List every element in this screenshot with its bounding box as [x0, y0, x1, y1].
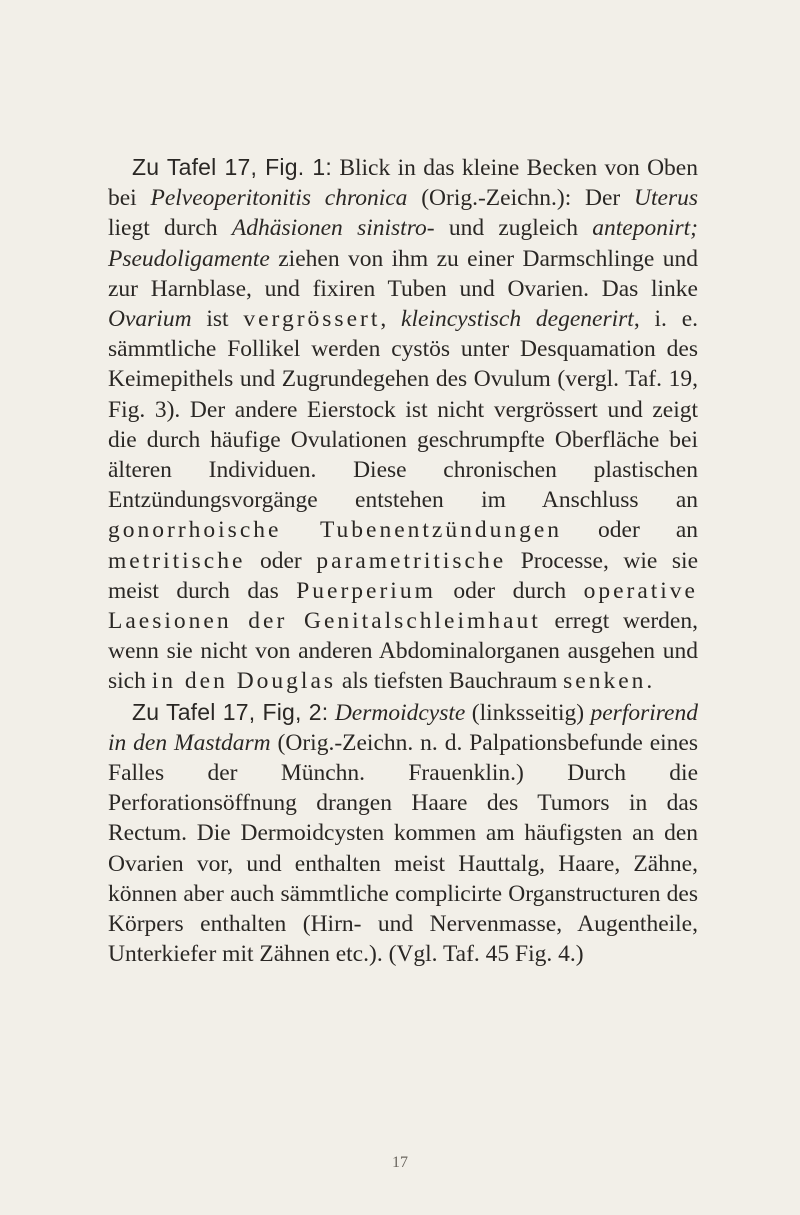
- text-run: Pelveoperitonitis chronica: [150, 185, 408, 212]
- text-run: (Orig.-Zeichn. n. d. Palpationsbefunde eines Falles der Münchn. Frauenklin.) Durch die Perforationsöffnung drangen Haare des Tumors in das Rectum. Die Dermoidcysten kommen am häufigsten an den Ovarien vor, und enthalten meist Hauttalg, Haare, Zähne, können aber auch sämmtliche complicirte Organstructuren des Körpers enthalten (Hirn- und Nervenmasse, Augentheile, Unterkiefer mit Zähnen etc.). (Vgl. Taf. 45 Fig. 4.): [108, 729, 699, 968]
- text-run: senken: [563, 668, 647, 695]
- heading-tafel-17-fig-2: Zu Tafel 17, Fig, 2:: [132, 698, 329, 725]
- text-run: erregt werden, wenn sie nicht von anderen Abdominalorganen ausgehen und sich: [108, 608, 698, 695]
- paragraph-tafel-17-fig-2: [108, 697, 698, 970]
- text-run: Processe, wie sie meist durch das: [108, 547, 698, 604]
- text-run: gonorrhoische Tubenentzündungen: [108, 517, 563, 544]
- text-run: oder an: [562, 517, 698, 544]
- text-run: ziehen von ihm zu einer Darmschlinge und zur Harnblase, und fixiren Tuben und Ovarien. Das linke: [108, 245, 698, 302]
- text-run: parametritische: [316, 547, 507, 574]
- text-run: Adhäsionen sinistro-: [231, 215, 435, 242]
- text-run: kleincystisch degenerirt: [401, 306, 634, 333]
- text-run: ,: [380, 306, 402, 333]
- text-run: und zugleich: [434, 215, 593, 242]
- text-run: oder durch: [435, 577, 584, 604]
- text-run: Puerperium: [296, 577, 436, 604]
- text-run: vergrössert: [243, 306, 381, 333]
- paragraph-2-body: [108, 700, 698, 968]
- text-run: als tiefsten Bauchraum: [336, 668, 564, 695]
- text-run: liegt durch: [108, 215, 232, 242]
- paragraph-1-body: [108, 155, 698, 694]
- text-run: operative Laesionen der Genitalschleimhaut: [108, 577, 698, 635]
- text-run: , i. e. sämmtliche Follikel werden cystös unter Desquamation des Keimepithels und Zugrundegehen des Ovulum (vergl. Taf. 19, Fig. 3). Der andere Eierstock ist nicht vergrössert und zeigt die durch häufige Ovulationen geschrumpfte Oberfläche bei älteren Individuen. Diese chronischen plastischen Entzündungsvorgänge entstehen im Anschluss an: [108, 306, 699, 514]
- text-run: Uterus: [634, 185, 698, 212]
- page-number: 17: [392, 1154, 408, 1171]
- paragraph-tafel-17-fig-1: [108, 152, 698, 697]
- text-run: Dermoidcyste: [334, 699, 466, 726]
- text-run: (Orig.-Zeichn.): Der: [407, 185, 635, 212]
- text-run: metritische: [108, 547, 246, 574]
- text-run: in den Douglas: [151, 668, 337, 695]
- text-run: Blick in das kleine Becken von Oben bei: [108, 155, 698, 212]
- text-run: oder: [245, 547, 317, 574]
- text-run: anteponirt; Pseudoligamente: [108, 215, 698, 272]
- text-run: .: [646, 668, 653, 695]
- text-run: ist: [191, 306, 244, 333]
- heading-tafel-17-fig-1: Zu Tafel 17, Fig. 1:: [132, 154, 332, 180]
- text-run: (linksseitig): [465, 699, 591, 726]
- document-page: [108, 152, 698, 969]
- text-run: Ovarium: [108, 306, 192, 333]
- text-run: perforirend in den Mastdarm: [108, 699, 698, 756]
